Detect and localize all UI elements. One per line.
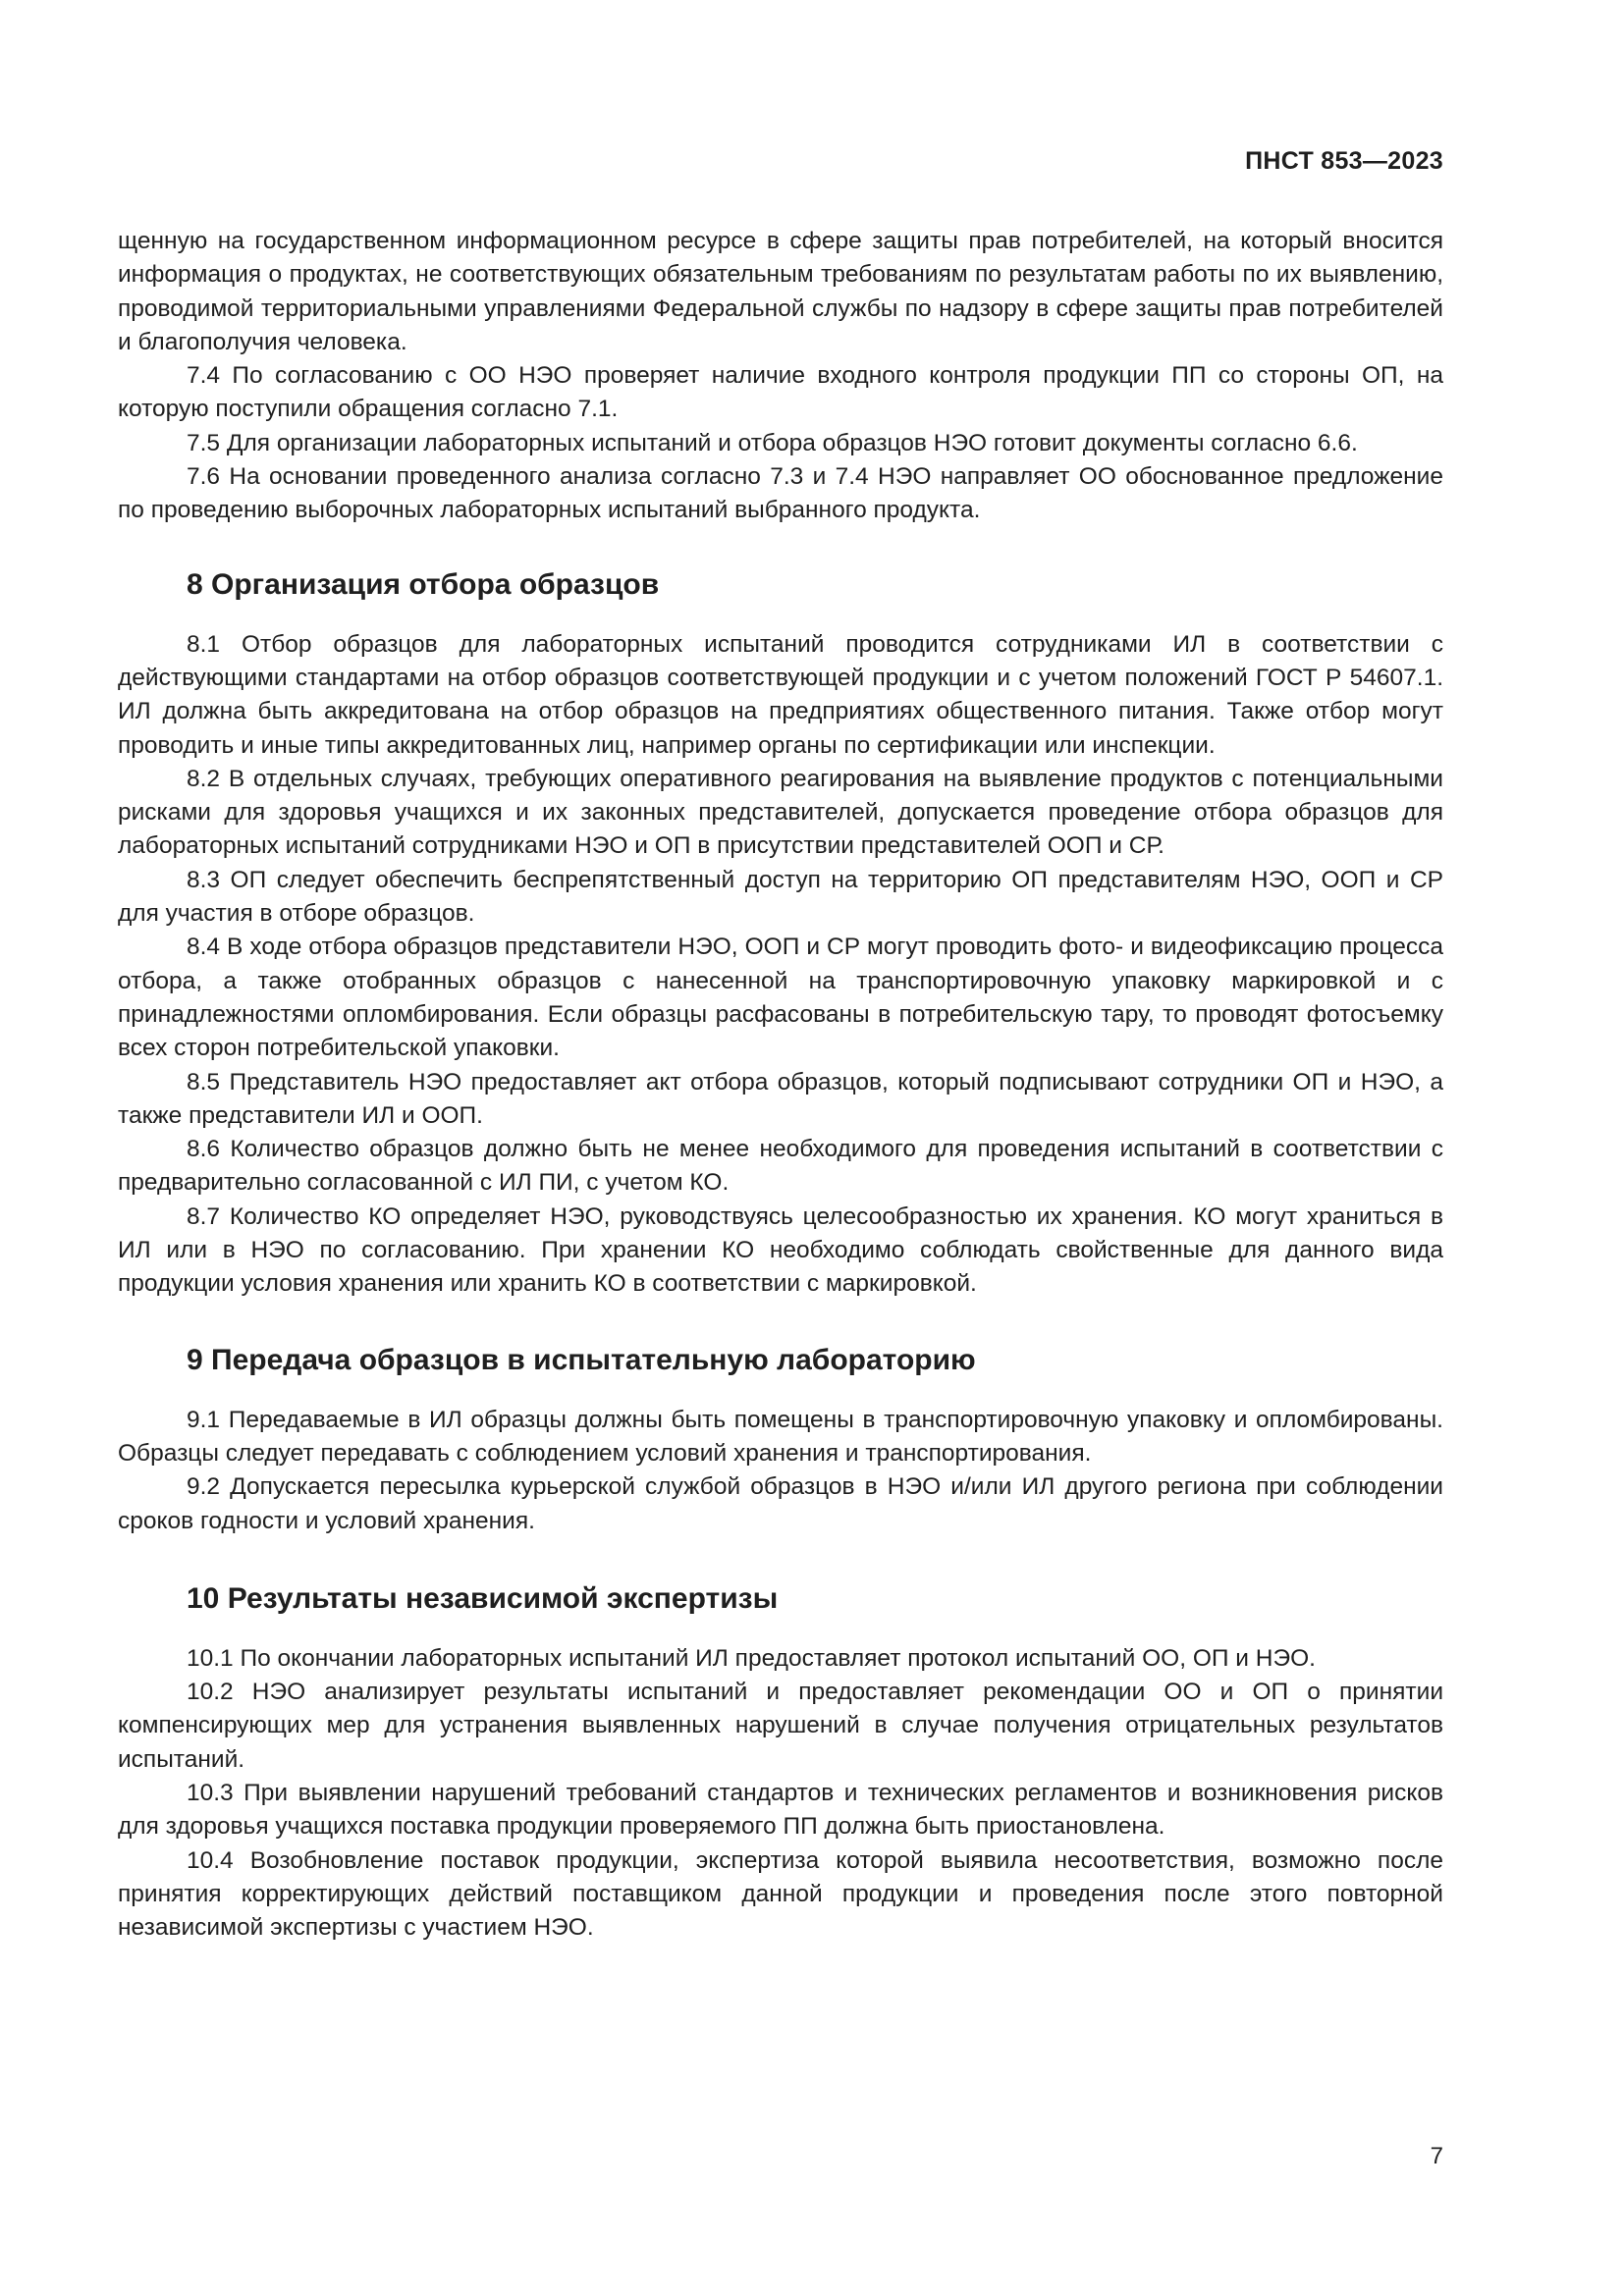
section-8-heading: 8 Организация отбора образцов (187, 567, 660, 601)
paragraph-10-4: 10.4 Возобновление поставок продукции, экспертиза которой выявила несоответствия, возможно после принятия корректирующих действий поставщиком данной продукции и проведения после этого повторной независимой экспертизы с участием НЭО. (118, 1846, 1443, 1942)
page-number: 7 (1430, 2143, 1443, 2169)
paragraph-9-1: 9.1 Передаваемые в ИЛ образцы должны быть помещены в транспортировочную упаковку и опломбированы. Образцы следует передавать с соблюдением условий хранения и транспортирования. (118, 1406, 1443, 1467)
paragraph-8-1: 8.1 Отбор образцов для лабораторных испытаний проводится сотрудниками ИЛ в соответствии с действующими стандартами на отбор образцов соответствующей продукции и с учетом положений ГОСТ Р 54607.1. ИЛ должна быть аккредитована на отбор образцов на предприятиях общественного питания. Также отбор могут проводить и иные типы аккредитованных лиц, например органы по сертификации или инспекции. (118, 630, 1443, 759)
document-body (118, 225, 1443, 1945)
document-code: ПНСТ 853—2023 (1245, 147, 1443, 175)
paragraph-8-5: 8.5 Представитель НЭО предоставляет акт отбора образцов, который подписывают сотрудники ОП и НЭО, а также представители ИЛ и ООП. (118, 1068, 1443, 1129)
paragraph-7-4: 7.4 По согласованию с ОО НЭО проверяет наличие входного контроля продукции ПП со стороны ОП, на которую поступили обращения согласно 7.1. (118, 362, 1443, 423)
paragraph-8-2: 8.2 В отдельных случаях, требующих оперативного реагирования на выявление продуктов с потенциальными рисками для здоровья учащихся и их законных представителей, допускается проведение отбора образцов для лабораторных испытаний сотрудниками НЭО и ОП в присутствии представителей ООП и СР. (118, 765, 1443, 860)
paragraph-8-3: 8.3 ОП следует обеспечить беспрепятственный доступ на территорию ОП представителям НЭО, ООП и СР для участия в отборе образцов. (118, 866, 1443, 928)
paragraph-8-4: 8.4 В ходе отбора образцов представители НЭО, ООП и СР могут проводить фото- и видеофиксацию процесса отбора, а также отобранных образцов с нанесенной на транспортировочную упаковку маркировкой и с принадлежностями опломбирования. Если образцы расфасованы в потребительскую тару, то проводят фотосъемку всех сторон потребительской упаковки. (118, 934, 1443, 1062)
paragraph-9-2: 9.2 Допускается пересылка курьерской службой образцов в НЭО и/или ИЛ другого региона при соблюдении сроков годности и условий хранения. (118, 1473, 1443, 1534)
section-10-heading: 10 Результаты независимой экспертизы (187, 1581, 779, 1615)
paragraph-7-6: 7.6 На основании проведенного анализа согласно 7.3 и 7.4 НЭО направляет ОО обоснованное предложение по проведению выборочных лабораторных испытаний выбранного продукта. (118, 463, 1443, 524)
paragraph-8-7: 8.7 Количество КО определяет НЭО, руководствуясь целесообразностью их хранения. КО могут храниться в ИЛ или в НЭО по согласованию. При хранении КО необходимо соблюдать свойственные для данного вида продукции условия хранения или хранить КО в соответствии с маркировкой. (118, 1202, 1443, 1298)
section-9-heading: 9 Передача образцов в испытательную лабораторию (187, 1343, 976, 1376)
paragraph-8-6: 8.6 Количество образцов должно быть не менее необходимого для проведения испытаний в соответствии с предварительно согласованной с ИЛ ПИ, с учетом КО. (118, 1136, 1443, 1197)
paragraph-10-3: 10.3 При выявлении нарушений требований стандартов и технических регламентов и возникновения рисков для здоровья учащихся поставка продукции проверяемого ПП должна быть приостановлена. (118, 1779, 1443, 1841)
paragraph-10-1: 10.1 По окончании лабораторных испытаний ИЛ предоставляет протокол испытаний ОО, ОП и НЭО. (187, 1644, 1316, 1672)
paragraph-continuation: щенную на государственном информационном ресурсе в сфере защиты прав потребителей, на который вносится информация о продуктах, не соответствующих обязательным требованиям по результатам работы по их выявлению, проводимой территориальными управлениями Федеральной службы по надзору в сфере защиты прав потребителей и благополучия человека. (118, 228, 1443, 355)
paragraph-10-2: 10.2 НЭО анализирует результаты испытаний и предоставляет рекомендации ОО и ОП о принятии компенсирующих мер для устранения выявленных нарушений в случае получения отрицательных результатов испытаний. (118, 1679, 1443, 1773)
paragraph-7-5: 7.5 Для организации лабораторных испытаний и отбора образцов НЭО готовит документы согласно 6.6. (187, 429, 1358, 456)
